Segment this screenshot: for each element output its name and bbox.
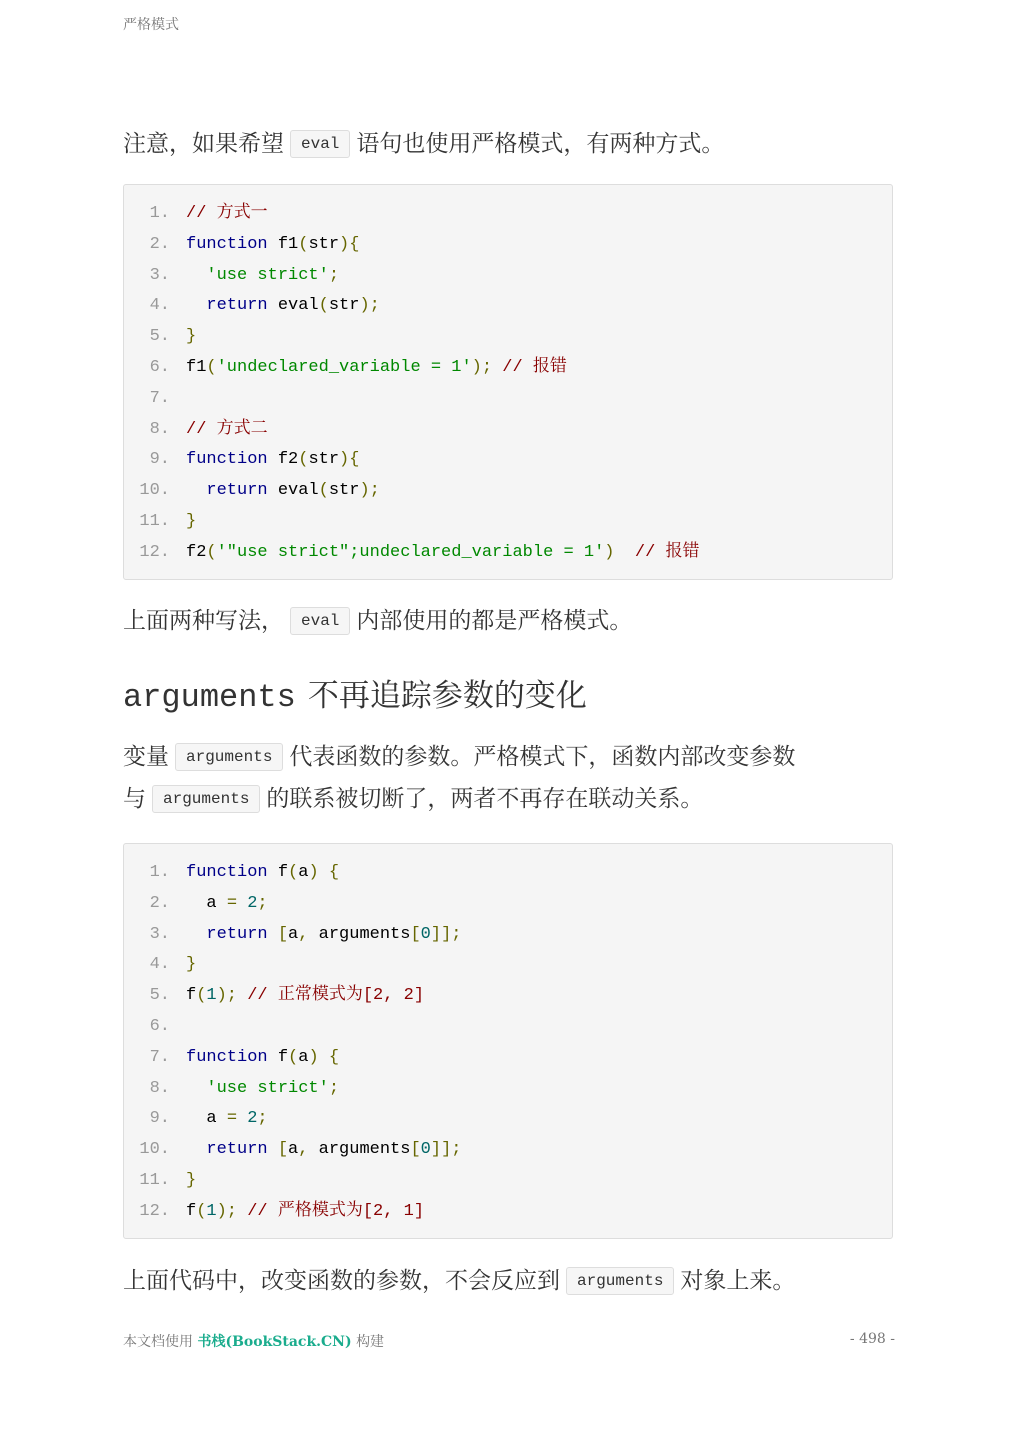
paragraph-text: 与 <box>123 786 146 812</box>
code-token: 2 <box>247 1109 258 1129</box>
line-number: 7. <box>149 388 170 408</box>
code-token: [ <box>277 1140 289 1160</box>
code-token <box>186 266 206 285</box>
code-line <box>124 950 892 981</box>
line-number: 9. <box>149 1109 170 1129</box>
line-number: 1. <box>149 863 170 882</box>
code-line <box>124 1074 892 1105</box>
paragraph-text: 注意，如果希望 <box>123 131 284 157</box>
inline-code: arguments <box>566 1267 674 1295</box>
code-text <box>170 445 359 476</box>
code-line <box>124 1166 892 1197</box>
code-token <box>614 543 634 562</box>
code-line <box>124 1043 892 1074</box>
code-token: ){ <box>339 234 360 254</box>
paragraph-arguments-intro <box>123 736 795 820</box>
code-token: // 严格模式为[2, 1] <box>247 1201 425 1221</box>
code-token: ; <box>257 1109 268 1129</box>
code-text <box>170 1197 424 1228</box>
code-token: } <box>186 955 197 975</box>
code-token: [ <box>277 924 289 944</box>
code-text <box>170 507 196 538</box>
code-token <box>186 1079 206 1098</box>
code-token: str <box>328 481 360 501</box>
code-token: ]]; <box>430 924 462 944</box>
line-number: 12. <box>139 1201 170 1221</box>
code-token <box>319 1048 329 1067</box>
code-token: ( <box>196 986 207 1006</box>
code-token: 1 <box>206 1201 217 1221</box>
code-text <box>170 322 196 353</box>
code-token: 'undeclared_variable = 1' <box>216 357 472 377</box>
code-text <box>170 353 567 384</box>
line-number: 1. <box>149 204 170 223</box>
inline-code: eval <box>290 130 350 158</box>
code-text <box>170 1074 339 1105</box>
code-token: { <box>328 1047 340 1067</box>
inline-code: eval <box>290 607 350 635</box>
code-token: ( <box>288 863 299 882</box>
code-token: str <box>308 450 340 470</box>
line-number: 6. <box>149 357 170 377</box>
paragraph-arguments-summary <box>123 1262 795 1295</box>
code-token: ]]; <box>430 1140 462 1160</box>
paragraph-eval-summary <box>123 602 632 635</box>
code-token: a <box>298 1047 309 1067</box>
code-token: f <box>186 986 197 1006</box>
line-number: 5. <box>149 986 170 1006</box>
code-text <box>170 1104 268 1135</box>
code-token: f1 <box>186 357 207 377</box>
paragraph-text: 代表函数的参数。严格模式下，函数内部改变参数 <box>289 744 796 770</box>
code-token: } <box>186 1170 197 1190</box>
code-token: ) <box>308 863 319 882</box>
code-line <box>124 353 892 384</box>
code-token: a <box>288 1140 299 1160</box>
line-number: 4. <box>149 955 170 975</box>
code-text <box>170 261 339 292</box>
code-token: ( <box>206 357 217 377</box>
code-token: f <box>267 863 289 882</box>
code-token: arguments <box>308 1140 411 1160</box>
code-token: ( <box>298 450 309 470</box>
code-token: = <box>226 893 238 913</box>
code-text <box>170 889 268 920</box>
code-line <box>124 1197 892 1228</box>
code-token: // 正常模式为[2, 2] <box>247 986 425 1006</box>
code-text <box>170 230 359 261</box>
code-token: ); <box>471 357 493 377</box>
line-number: 5. <box>149 327 170 347</box>
line-number: 7. <box>149 1047 170 1067</box>
line-number: 9. <box>149 450 170 470</box>
code-text <box>170 384 186 415</box>
code-token: return <box>206 924 268 944</box>
code-line <box>124 230 892 261</box>
code-text <box>170 1135 461 1166</box>
code-token: f1 <box>267 234 299 254</box>
code-line <box>124 1104 892 1135</box>
code-token: function <box>186 863 268 882</box>
code-token: eval <box>267 296 319 316</box>
code-token: str <box>308 234 340 254</box>
code-line <box>124 322 892 353</box>
paragraph-text: 上面代码中，改变函数的参数，不会反应到 <box>123 1268 560 1294</box>
code-line <box>124 445 892 476</box>
code-token <box>237 894 247 913</box>
code-token: [ <box>410 1140 421 1160</box>
code-text <box>170 920 461 951</box>
code-token: 0 <box>420 924 431 944</box>
code-block-arguments <box>123 843 893 1239</box>
code-token: ); <box>216 1201 238 1221</box>
code-token: // 方式二 <box>186 419 268 439</box>
footer-credit <box>123 1331 384 1351</box>
code-token: , <box>298 924 309 944</box>
code-block-eval-strict <box>123 184 893 580</box>
paragraph-text: 变量 <box>123 744 169 770</box>
code-token: ); <box>216 986 238 1006</box>
code-token <box>186 925 206 944</box>
line-number: 11. <box>139 1170 170 1190</box>
page-number: - 498 - <box>849 1331 895 1347</box>
paragraph-eval-intro <box>123 125 724 158</box>
code-line <box>124 920 892 951</box>
code-token: { <box>328 863 340 882</box>
code-token <box>237 1202 247 1221</box>
footer-suffix: 构建 <box>356 1334 385 1350</box>
code-text <box>170 415 268 446</box>
code-line <box>124 476 892 507</box>
inline-code: arguments <box>152 785 260 813</box>
code-token: ) <box>308 1047 319 1067</box>
paragraph-text: 上面两种写法， <box>123 608 284 634</box>
code-line <box>124 415 892 446</box>
code-token: ( <box>288 1047 299 1067</box>
code-token: ; <box>328 1078 340 1098</box>
code-token: 'use strict' <box>206 1078 329 1098</box>
code-token: ( <box>196 1201 207 1221</box>
line-number: 11. <box>139 511 170 531</box>
code-token: 0 <box>420 1140 431 1160</box>
code-token: } <box>186 511 197 531</box>
code-token: // 报错 <box>634 542 700 562</box>
code-token: a <box>288 924 299 944</box>
code-token: ; <box>328 265 340 285</box>
running-header-title: 严格模式 <box>123 17 179 33</box>
line-number: 10. <box>139 1140 170 1160</box>
code-token: f <box>267 1047 289 1067</box>
code-token: = <box>226 1109 238 1129</box>
code-token: 'use strict' <box>206 265 329 285</box>
code-line <box>124 981 892 1012</box>
section-heading <box>123 670 587 716</box>
code-token: return <box>206 1140 268 1160</box>
code-token: ( <box>318 296 329 316</box>
code-token: ; <box>257 893 268 913</box>
line-number: 2. <box>149 234 170 254</box>
code-text <box>170 1043 339 1074</box>
code-token: ( <box>298 234 309 254</box>
code-token <box>268 1140 278 1159</box>
code-token: ){ <box>339 450 360 470</box>
code-token: return <box>206 481 268 501</box>
code-token: ( <box>318 481 329 501</box>
code-token: f2 <box>267 450 299 470</box>
code-token <box>268 925 278 944</box>
code-text <box>170 476 380 507</box>
code-token: function <box>186 234 268 254</box>
code-text <box>170 199 268 230</box>
code-token <box>492 358 502 377</box>
code-line <box>124 538 892 569</box>
code-token: ) <box>604 542 615 562</box>
paragraph-text: 内部使用的都是严格模式。 <box>356 608 633 634</box>
footer-prefix: 本文档使用 <box>123 1334 193 1350</box>
code-text <box>170 291 380 322</box>
code-token: , <box>298 1140 309 1160</box>
code-text <box>170 1012 186 1043</box>
line-number: 12. <box>139 542 170 562</box>
code-line <box>124 199 892 230</box>
code-text <box>170 981 424 1012</box>
line-number: 4. <box>149 296 170 316</box>
paragraph-text: 语句也使用严格模式，有两种方式。 <box>356 131 725 157</box>
code-token <box>186 296 206 315</box>
line-number: 3. <box>149 924 170 944</box>
line-number: 8. <box>149 1078 170 1098</box>
code-token: function <box>186 450 268 470</box>
code-token: '"use strict";undeclared_variable = 1' <box>216 542 605 562</box>
paragraph-text: 的联系被切断了，两者不再存在联动关系。 <box>266 786 704 812</box>
footer-brand-link[interactable]: 书栈(BookStack.CN) <box>197 1334 352 1350</box>
code-token <box>237 986 247 1005</box>
code-text <box>170 538 700 569</box>
code-token: return <box>206 296 268 316</box>
code-token: f <box>186 1201 197 1221</box>
code-line <box>124 858 892 889</box>
line-number: 10. <box>139 481 170 501</box>
code-token <box>237 1109 247 1128</box>
inline-code: arguments <box>175 743 283 771</box>
code-line <box>124 507 892 538</box>
code-token: eval <box>267 481 319 501</box>
code-line <box>124 1135 892 1166</box>
code-line <box>124 889 892 920</box>
code-token: a <box>298 863 309 882</box>
code-line <box>124 261 892 292</box>
code-token: ); <box>359 481 380 501</box>
code-token: function <box>186 1047 268 1067</box>
line-number: 6. <box>149 1016 170 1036</box>
code-token: // 报错 <box>502 357 567 377</box>
code-line <box>124 291 892 322</box>
code-token <box>186 1140 206 1159</box>
line-number: 3. <box>149 265 170 285</box>
code-line <box>124 384 892 415</box>
code-token: 1 <box>206 986 217 1006</box>
code-text <box>170 950 196 981</box>
code-token: arguments <box>308 924 411 944</box>
line-number: 2. <box>149 893 170 913</box>
code-token: str <box>328 296 360 316</box>
code-token <box>319 863 329 882</box>
code-line <box>124 1012 892 1043</box>
code-text <box>170 858 339 889</box>
code-token: // 方式一 <box>186 204 268 223</box>
code-token <box>186 481 206 500</box>
code-token: 2 <box>247 893 258 913</box>
code-token: [ <box>410 924 421 944</box>
heading-code: arguments <box>123 679 296 716</box>
code-token: a <box>186 893 227 913</box>
code-token: ( <box>206 542 217 562</box>
code-token: a <box>186 1109 227 1129</box>
code-token: ); <box>359 296 380 316</box>
code-token: } <box>186 327 197 347</box>
heading-text: 不再追踪参数的变化 <box>307 678 587 714</box>
line-number: 8. <box>149 419 170 439</box>
code-token: f2 <box>186 542 207 562</box>
code-text <box>170 1166 196 1197</box>
paragraph-text: 对象上来。 <box>680 1268 796 1294</box>
